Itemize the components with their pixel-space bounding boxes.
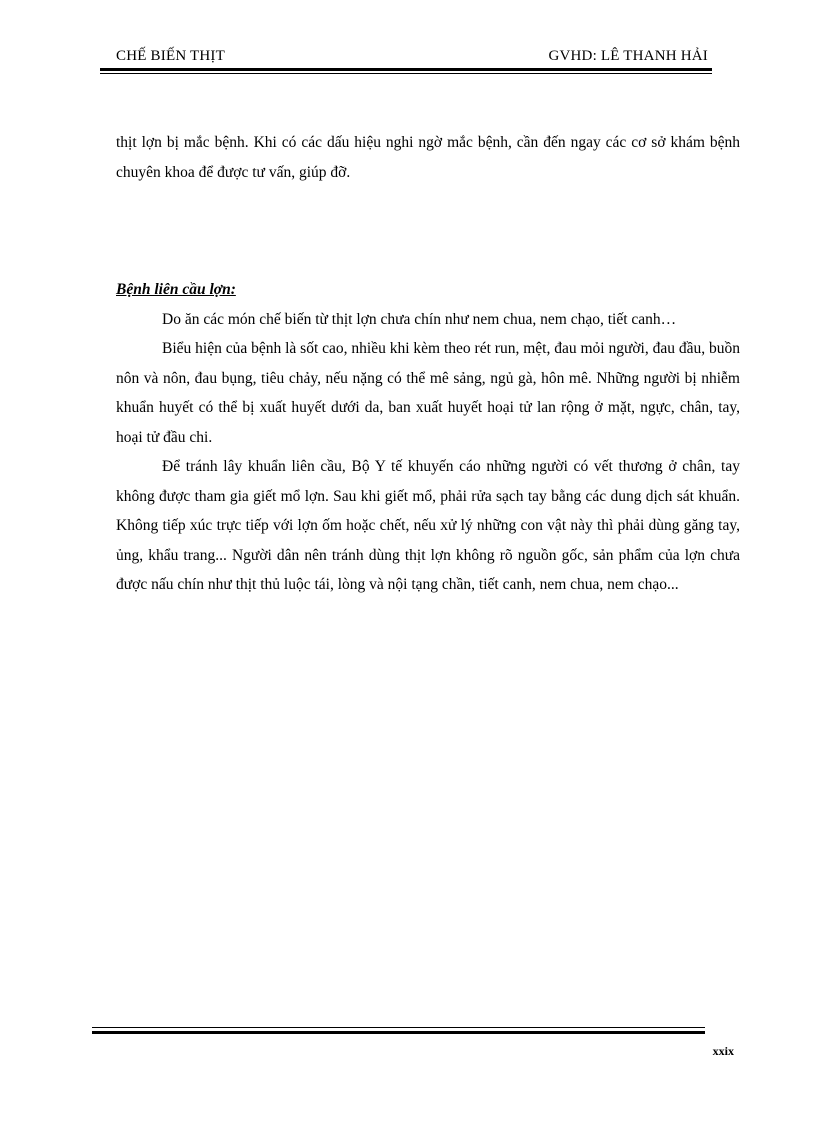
header-rule-thick bbox=[100, 68, 712, 71]
section-gap bbox=[116, 187, 740, 275]
document-body bbox=[116, 128, 740, 600]
page-header bbox=[100, 48, 712, 68]
paragraph-prevention: Để tránh lây khuẩn liên cầu, Bộ Y tế khuyến cáo những người có vết thương ở chân, tay không được tham gia giết mổ lợn. Sau khi giết mổ, phải rửa sạch tay bằng các dung dịch sát khuẩn. Không tiếp xúc trực tiếp với lợn ốm hoặc chết, nếu xử lý những con vật này thì phải dùng găng tay, ủng, khẩu trang... Người dân nên tránh dùng thịt lợn không rõ nguồn gốc, sản phẩm của lợn chưa được nấu chín như thịt thủ luộc tái, lòng và nội tạng chần, tiết canh, nem chua, nem chạo... bbox=[116, 458, 740, 593]
section-heading: Bệnh liên cầu lợn: bbox=[116, 281, 236, 298]
header-rule-thin bbox=[100, 73, 712, 74]
header-title: CHẾ BIẾN THỊT bbox=[116, 48, 225, 64]
header-instructor: GVHD: LÊ THANH HẢI bbox=[548, 48, 708, 64]
page-number: xxix bbox=[712, 1044, 734, 1058]
footer-rule-thick bbox=[92, 1031, 705, 1034]
paragraph-symptoms: Biểu hiện của bệnh là sốt cao, nhiều khi kèm theo rét run, mệt, đau mỏi người, đau đầu, buồn nôn và nôn, đau bụng, tiêu chảy, nếu nặng có thể mê sảng, ngủ gà, hôn mê. Những người bị nhiễm khuẩn huyết có thể bị xuất huyết dưới da, ban xuất huyết hoại tử lan rộng ở mặt, ngực, chân, tay, hoại tử đầu chi. bbox=[116, 340, 740, 446]
intro-paragraph: thịt lợn bị mắc bệnh. Khi có các dấu hiệu nghi ngờ mắc bệnh, cần đến ngay các cơ sở khám bệnh chuyên khoa để được tư vấn, giúp đỡ. bbox=[116, 134, 740, 181]
footer-rule-thin bbox=[92, 1027, 705, 1028]
paragraph-cause: Do ăn các món chế biến từ thịt lợn chưa chín như nem chua, nem chạo, tiết canh… bbox=[162, 310, 677, 328]
